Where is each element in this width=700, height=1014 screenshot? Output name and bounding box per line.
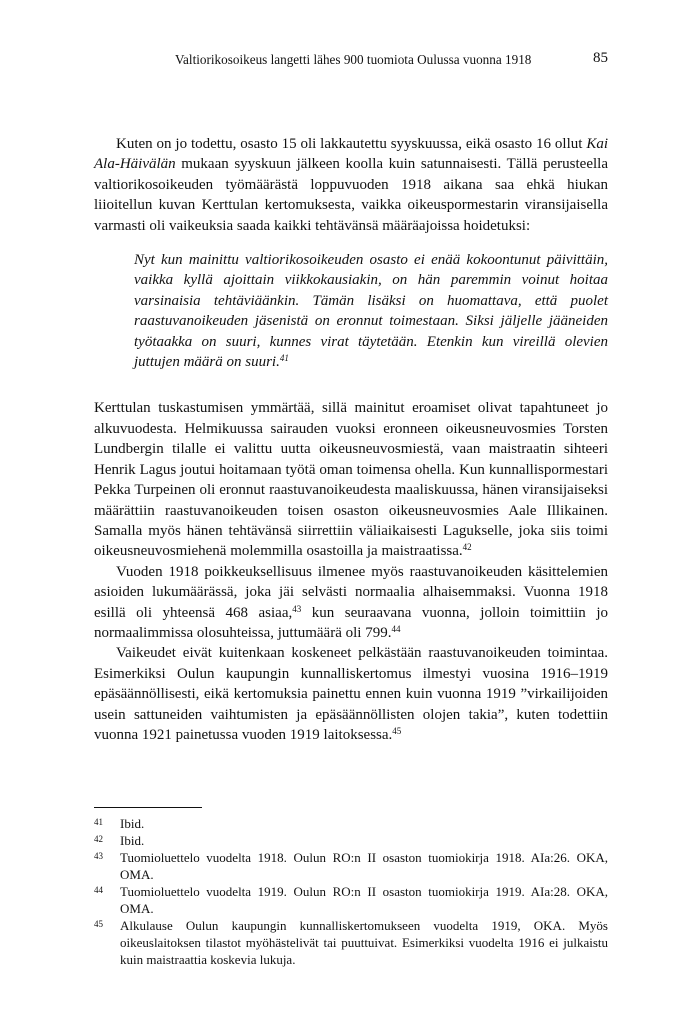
- footnote-ref-45[interactable]: 45: [392, 725, 402, 736]
- paragraph-4: [94, 643, 608, 745]
- paragraph-3: [94, 562, 608, 644]
- footnote-text: Ibid.: [120, 833, 145, 848]
- page-number: 85: [593, 50, 608, 66]
- block-quote-text: Nyt kun mainittu valtiorikosoikeuden osasto ei enää kokoontunut päivittäin, vaikka kyllä ajoittain viikkokausiakin, on hän paremmin voinut hoitaa varsinaisia tehtäviäänkin. Tämän lisäksi on huomattava, että puolet raastuvanoikeuden jäsenistä on eronnut toimestaan. Siksi jäljelle jääneiden työtaakka on suuri, kunnes virat täytetään. Etenkin kun vireillä olevien juttujen määrä on suuri.: [134, 252, 608, 371]
- footnote-number: 43: [94, 851, 103, 861]
- footnote-ref-41[interactable]: 41: [279, 353, 289, 364]
- footnote-number: 41: [94, 817, 103, 827]
- footnotes: [94, 815, 608, 968]
- footnote-ref-42[interactable]: 42: [462, 542, 472, 553]
- footnote-44: [94, 883, 608, 917]
- footnote-ref-43[interactable]: 43: [292, 603, 302, 614]
- paragraph-2-text: Kerttulan tuskastumisen ymmärtää, sillä mainitut eroamiset olivat tapahtuneet jo alkuvuodesta. Helmikuussa sairauden vuoksi eronneen oikeusneuvosmies Torsten Lundbergin tilalle ei valittu uutta oikeusneuvosmiestä, vaan maistraatin sihteeri Henrik Lagus joutui hoitamaan työtä oman toimensa ohella. Kun kunnallispormestari Pekka Turpeinen oli eronnut raastuvanoikeudesta maaliskuussa, hänen viransijaiseksi määrättiin raastuvanoikeuden toisen osaston oikeusneuvosmies Aale Illikainen. Samalla myös hänen tehtävänsä siirrettiin väliaikaisesti Lagukselle, joka siis toimi oikeusneuvosmiehenä molemmilla osastoilla ja maistraatissa.: [94, 400, 608, 560]
- footnote-text: Tuomioluettelo vuodelta 1919. Oulun RO:n II osaston tuomiokirja 1919. AIa:28. OKA, OMA.: [120, 884, 608, 916]
- paragraph-3-middle: kun seuraavana vuonna, jolloin toimittiin jo normaalimmissa olosuhteissa, juttumäärä oli 799.: [94, 604, 608, 641]
- footnote-45: [94, 917, 608, 968]
- paragraph-4-text: Vaikeudet eivät kuitenkaan koskeneet pelkästään raastuvanoikeuden toimintaa. Esimerkiksi Oulun kaupungin kunnalliskertomus ilmestyi vuosina 1916–1919 epäsäännöllisesti, eikä kertomuksia painettu ennen kuin vuonna 1919 ”virkailijoiden usein sattuneiden vaihtumisten ja epäsäännöllisten olojen takia”, kuten todettiin vuonna 1921 painetussa vuoden 1919 laitoksessa.: [94, 645, 608, 743]
- paragraph-3-start: Vuoden 1918 poikkeuksellisuus ilmenee myös raastuvanoikeuden käsittelemien asioiden lukumäärässä, joka jäi selvästi normaalia alhaisemmaksi. Vuonna 1918 esillä oli yhteensä 468 asiaa,: [94, 563, 608, 621]
- footnote-number: 42: [94, 834, 103, 844]
- paragraph-1: [94, 134, 608, 236]
- footnote-number: 45: [94, 919, 103, 929]
- paragraph-2: [94, 398, 608, 561]
- footnote-41: [94, 815, 608, 832]
- paragraph-1-italic-name: Kai Ala-Häivälän: [94, 136, 608, 173]
- footnote-42: [94, 832, 608, 849]
- running-header: Valtiorikosoikeus langetti lähes 900 tuomiota Oulussa vuonna 1918: [175, 52, 532, 67]
- paragraph-1-start: Kuten on jo todettu, osasto 15 oli lakkautettu syyskuussa, eikä osasto 16 ollut: [116, 136, 587, 152]
- block-quote: [134, 250, 608, 372]
- footnote-ref-44[interactable]: 44: [391, 623, 401, 634]
- footnote-number: 44: [94, 885, 103, 895]
- paragraph-1-end: mukaan syyskuun jälkeen koolla kuin satunnaisesti. Tällä perusteella valtiorikosoikeuden työmäärästä loppuvuoden 1918 aikana saa ehkä hiukan liioitellun kuvan Kerttulan kertomuksesta, vaikka oikeuspormestarin viransijaisella varmasti oli vaikeuksia saada kaikki tehtävänsä määräajoissa hoidetuksi:: [94, 156, 608, 234]
- body-text: [94, 134, 608, 745]
- footnote-43: [94, 849, 608, 883]
- footnote-text: Alkulause Oulun kaupungin kunnalliskertomukseen vuodelta 1919, OKA. Myös oikeuslaitoksen tilastot myöhästelivät tai puuttuivat. Esimerkiksi vuodelta 1916 ei julkaistu kuin maistraattia koskevia lukuja.: [120, 918, 608, 967]
- footnote-text: Ibid.: [120, 816, 145, 831]
- footnote-text: Tuomioluettelo vuodelta 1918. Oulun RO:n II osaston tuomiokirja 1918. AIa:26. OKA, OMA.: [120, 850, 608, 882]
- footnote-divider: [94, 807, 202, 808]
